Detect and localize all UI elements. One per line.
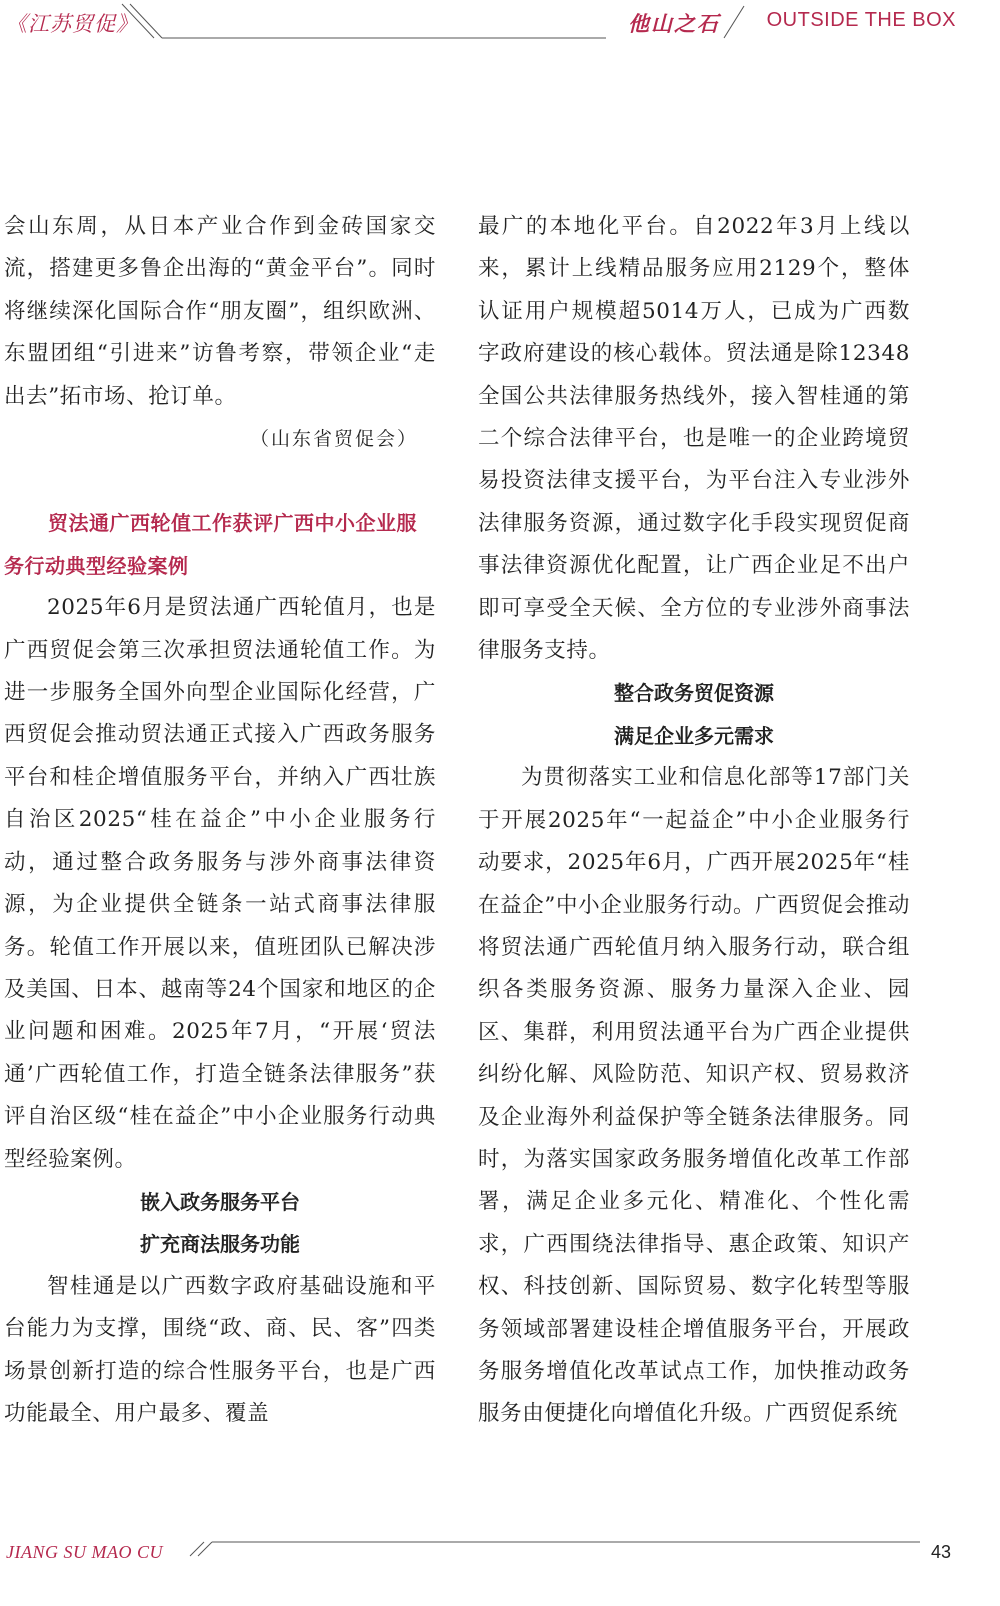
subheading: 整合政务贸促资源 bbox=[614, 681, 774, 706]
magazine-pinyin: JIANG SU MAO CU bbox=[6, 1542, 163, 1562]
page-number: 43 bbox=[931, 1542, 952, 1562]
paragraph: 会山东周，从日本产业合作到金砖国家交流，搭建更多鲁企出海的“黄金平台”。同时将继续深化国际合作“朋友圈”，组织欧洲、东盟团组“引进来”访鲁考察，带领企业“走出去”拓市场、抢订单。 bbox=[4, 214, 436, 409]
spacer bbox=[4, 460, 436, 502]
right-column bbox=[478, 206, 910, 1436]
section-name-cn: 他山之石 bbox=[628, 11, 720, 36]
left-column bbox=[4, 206, 436, 1435]
subheading: 嵌入政务服务平台 bbox=[140, 1189, 300, 1214]
paragraph: 最广的本地化平台。自2022年3月上线以来，累计上线精品服务应用2129个，整体认证用户规模超5014万人，已成为广西数字政府建设的核心载体。贸法通是除12348全国公共法律服务热线外，接入智桂通的第二个综合法律平台，也是唯一的企业跨境贸易投资法律支援平台，为平台注入专业涉外法律服务资源，通过数字化手段实现贸促商事法律资源优化配置，让广西企业足不出户即可享受全天候、全方位的专业涉外商事法律服务支持。 bbox=[478, 214, 910, 664]
subheading: 满足企业多元需求 bbox=[614, 723, 774, 748]
magazine-name: 《江苏贸促》 bbox=[6, 12, 138, 36]
paragraph: 为贯彻落实工业和信息化部等17部门关于开展2025年“一起益企”中小企业服务行动要求，2025年6月，广西开展2025年“桂在益企”中小企业服务行动。广西贸促会推动将贸法通广西轮值月纳入服务行动，联合组织各类服务资源、服务力量深入企业、园区、集群，利用贸法通平台为广西企业提供纠纷化解、风险防范、知识产权、贸易救济及企业海外利益保护等全链条法律服务。同时，为落实国家政务服务增值化改革工作部署，满足企业多元化、精准化、个性化需求，广西围绕法律指导、惠企政策、知识产权、科技创新、国际贸易、数字化转型等服务领域部署建设桂企增值服务平台，开展政务服务增值化改革试点工作，加快推动政务服务由便捷化向增值化升级。广西贸促系统 bbox=[478, 765, 910, 1427]
article-title: 贸法通广西轮值工作获评广西中小企业服务行动典型经验案例 bbox=[4, 511, 417, 578]
page-footer bbox=[0, 1540, 1000, 1606]
paragraph: 智桂通是以广西数字政府基础设施和平台能力为支撑，围绕“政、商、民、客”四类场景创新打造的综合性服务平台，也是广西功能最全、用户最多、覆盖 bbox=[4, 1273, 436, 1426]
subheading: 扩充商法服务功能 bbox=[140, 1232, 300, 1257]
paragraph: 2025年6月是贸法通广西轮值月，也是广西贸促会第三次承担贸法通轮值工作。为进一步服务全国外向型企业国际化经营，广西贸促会推动贸法通正式接入广西政务服务平台和桂企增值服务平台，并纳入广西壮族自治区2025“桂在益企”中小企业服务行动，通过整合政务服务与涉外商事法律资源，为企业提供全链条一站式商事法律服务。轮值工作开展以来，值班团队已解决涉及美国、日本、越南等24个国家和地区的企业问题和困难。2025年7月，“开展‘贸法通’广西轮值工作，打造全链条法律服务”获评自治区级“桂在益企”中小企业服务行动典型经验案例。 bbox=[4, 595, 436, 1172]
source-credit: （山东省贸促会） bbox=[249, 428, 418, 451]
section-name-en: OUTSIDE THE BOX bbox=[766, 9, 956, 31]
page-header bbox=[0, 0, 1000, 44]
